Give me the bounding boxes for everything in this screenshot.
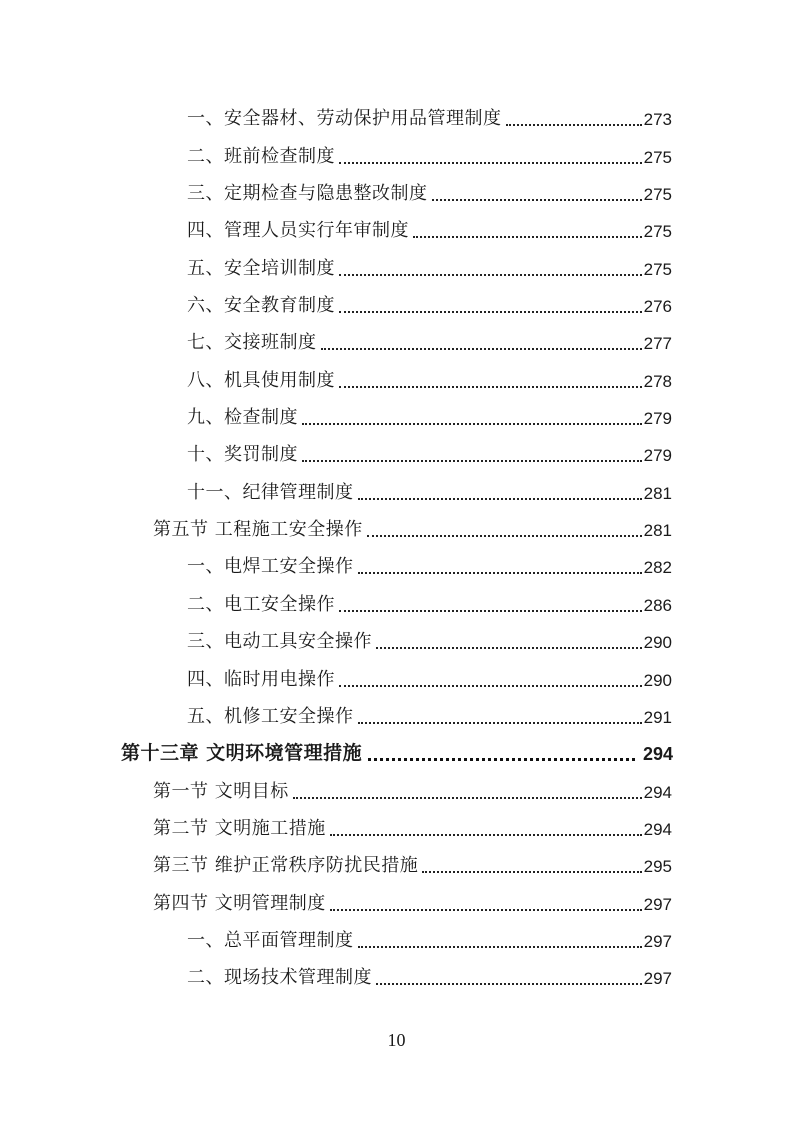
toc-entry-page: 277	[643, 334, 672, 354]
dot-leader	[330, 909, 642, 911]
toc-entry-title: 五、安全培训制度	[187, 257, 335, 279]
toc-entry-page: 273	[643, 110, 672, 130]
dot-leader	[339, 311, 642, 313]
toc-entry[interactable]	[0, 922, 793, 959]
toc-entry-title: 二、电工安全操作	[187, 593, 335, 615]
toc-entry-title: 三、电动工具安全操作	[187, 631, 372, 653]
toc-section-entry[interactable]	[0, 772, 793, 809]
toc-entry-page: 278	[643, 371, 672, 391]
dot-leader	[413, 236, 642, 238]
toc-entry-page: 276	[643, 297, 672, 317]
toc-entry-page: 281	[643, 483, 672, 503]
dot-leader	[368, 758, 635, 761]
toc-entry-title: 四、管理人员实行年审制度	[187, 220, 409, 242]
toc-section-entry[interactable]	[0, 847, 793, 884]
toc-entry-page: 294	[643, 782, 672, 802]
toc-entry[interactable]	[0, 473, 793, 510]
toc-entry[interactable]	[0, 660, 793, 697]
dot-leader	[358, 946, 642, 948]
toc-entry[interactable]	[0, 361, 793, 398]
toc-section-entry[interactable]	[0, 511, 793, 548]
toc-entry-title: 一、安全器材、劳动保护用品管理制度	[187, 108, 502, 130]
toc-entry-title: 第五节 工程施工安全操作	[153, 519, 363, 541]
toc-entry-page: 297	[643, 931, 672, 951]
toc-entry-page: 290	[643, 633, 672, 653]
toc-chapter-entry[interactable]	[0, 735, 793, 772]
toc-entry[interactable]	[0, 324, 793, 361]
dot-leader	[358, 498, 642, 500]
toc-entry[interactable]	[0, 959, 793, 996]
toc-entry[interactable]	[0, 212, 793, 249]
toc-entry-title: 四、临时用电操作	[187, 668, 335, 690]
toc-entry-page: 290	[643, 670, 672, 690]
toc-entry-page: 297	[643, 969, 672, 989]
toc-entry-title: 七、交接班制度	[187, 332, 317, 354]
toc-entry-page: 275	[643, 222, 672, 242]
dot-leader	[376, 647, 642, 649]
toc-entry[interactable]	[0, 698, 793, 735]
table-of-contents	[0, 100, 793, 996]
toc-entry[interactable]	[0, 399, 793, 436]
dot-leader	[293, 797, 642, 799]
toc-entry-page: 291	[643, 707, 672, 727]
toc-entry-page: 275	[643, 147, 672, 167]
toc-entry[interactable]	[0, 287, 793, 324]
toc-entry[interactable]	[0, 585, 793, 622]
toc-entry-title: 五、机修工安全操作	[187, 705, 354, 727]
dot-leader	[367, 535, 642, 537]
toc-entry[interactable]	[0, 100, 793, 137]
toc-entry-page: 275	[643, 185, 672, 205]
toc-chapter-title: 第十三章 文明环境管理措施	[121, 742, 363, 765]
dot-leader	[302, 423, 642, 425]
toc-entry-page: 294	[642, 744, 673, 765]
dot-leader	[358, 572, 642, 574]
toc-entry-title: 第一节 文明目标	[153, 780, 289, 802]
toc-entry[interactable]	[0, 137, 793, 174]
toc-entry[interactable]	[0, 175, 793, 212]
toc-entry-title: 十一、纪律管理制度	[187, 481, 354, 503]
dot-leader	[330, 834, 642, 836]
toc-entry-title: 二、班前检查制度	[187, 145, 335, 167]
toc-entry-title: 一、总平面管理制度	[187, 929, 354, 951]
toc-entry-page: 279	[643, 446, 672, 466]
toc-entry-title: 第三节 维护正常秩序防扰民措施	[153, 855, 419, 877]
toc-entry[interactable]	[0, 623, 793, 660]
toc-entry-page: 294	[643, 819, 672, 839]
dot-leader	[432, 199, 642, 201]
dot-leader	[339, 386, 642, 388]
toc-entry-page: 275	[643, 259, 672, 279]
toc-section-entry[interactable]	[0, 884, 793, 921]
toc-entry-title: 二、现场技术管理制度	[187, 967, 372, 989]
toc-entry-title: 十、奖罚制度	[187, 444, 298, 466]
toc-entry-title: 九、检查制度	[187, 407, 298, 429]
toc-section-entry[interactable]	[0, 810, 793, 847]
toc-entry-page: 295	[643, 857, 672, 877]
page-number: 10	[387, 1030, 406, 1050]
toc-entry-title: 第四节 文明管理制度	[153, 892, 326, 914]
dot-leader	[376, 983, 642, 985]
toc-entry-title: 一、电焊工安全操作	[187, 556, 354, 578]
toc-entry-title: 八、机具使用制度	[187, 369, 335, 391]
toc-entry-page: 297	[643, 894, 672, 914]
dot-leader	[422, 871, 641, 873]
toc-entry[interactable]	[0, 436, 793, 473]
toc-entry[interactable]	[0, 249, 793, 286]
toc-entry-page: 286	[643, 595, 672, 615]
toc-entry-page: 282	[643, 558, 672, 578]
dot-leader	[358, 722, 642, 724]
dot-leader	[321, 348, 642, 350]
dot-leader	[339, 610, 642, 612]
toc-entry-page: 281	[643, 521, 672, 541]
dot-leader	[339, 274, 642, 276]
toc-entry-title: 六、安全教育制度	[187, 295, 335, 317]
toc-entry-title: 三、定期检查与隐患整改制度	[187, 183, 428, 205]
toc-entry-title: 第二节 文明施工措施	[153, 817, 326, 839]
dot-leader	[339, 162, 642, 164]
dot-leader	[339, 685, 642, 687]
dot-leader	[506, 124, 642, 126]
toc-entry[interactable]	[0, 548, 793, 585]
toc-entry-page: 279	[643, 409, 672, 429]
dot-leader	[302, 460, 642, 462]
